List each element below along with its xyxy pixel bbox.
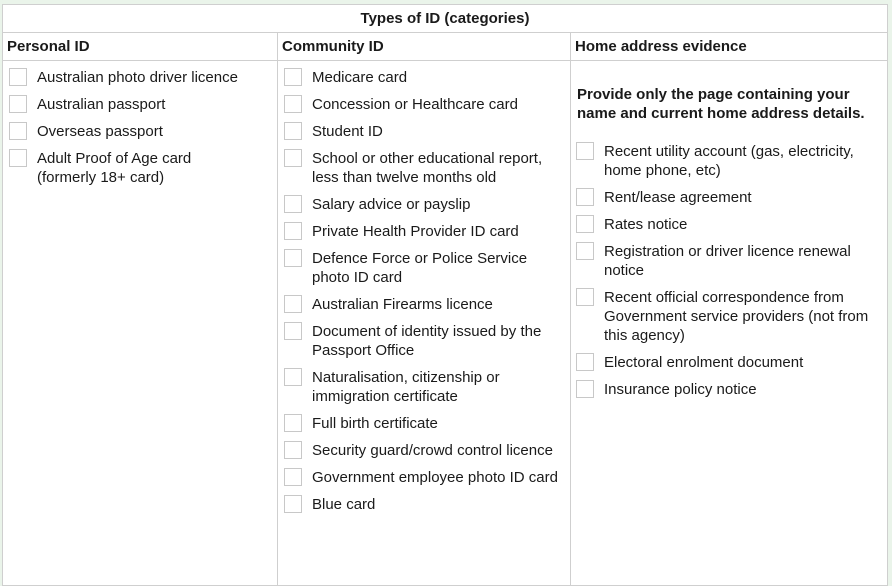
checkbox[interactable]	[284, 468, 302, 486]
checklist-item-label: Overseas passport	[37, 123, 163, 140]
checkbox[interactable]	[576, 242, 594, 260]
checkbox[interactable]	[576, 142, 594, 160]
checklist-item-label: Student ID	[312, 123, 383, 140]
checklist-item[interactable]	[278, 495, 570, 514]
checklist-item[interactable]	[278, 468, 570, 487]
column-heading: Community ID	[278, 33, 570, 61]
checklist-item[interactable]	[278, 249, 570, 287]
column-home-address-evidence	[571, 33, 887, 586]
checkbox[interactable]	[284, 249, 302, 267]
checklist-item-label: Blue card	[312, 496, 376, 513]
checkbox[interactable]	[284, 414, 302, 432]
checklist-item-label: Private Health Provider ID card	[312, 223, 519, 240]
checkbox[interactable]	[9, 122, 27, 140]
id-types-table	[2, 4, 888, 586]
checklist-item[interactable]	[3, 68, 277, 87]
checkbox[interactable]	[284, 441, 302, 459]
column-personal-id	[3, 33, 278, 586]
column-heading: Home address evidence	[571, 33, 887, 61]
checklist-item[interactable]	[278, 195, 570, 214]
checklist-item[interactable]	[278, 122, 570, 141]
checklist-item[interactable]	[278, 149, 570, 187]
checklist-item[interactable]	[571, 188, 887, 207]
checkbox[interactable]	[576, 288, 594, 306]
checklist-item-label: Adult Proof of Age card (formerly 18+ card)	[37, 150, 192, 186]
checklist-item-label: Rates notice	[604, 216, 688, 233]
checkbox[interactable]	[284, 368, 302, 386]
checkbox[interactable]	[284, 122, 302, 140]
checklist-item[interactable]	[278, 222, 570, 241]
checkbox[interactable]	[576, 215, 594, 233]
checklist-item-label: Australian photo driver licence	[37, 69, 238, 86]
checklist-item-label: Recent official correspondence from Government service providers (not from this agency)	[604, 289, 869, 344]
checklist-item-label: Recent utility account (gas, electricity, home phone, etc)	[604, 143, 854, 179]
checkbox[interactable]	[284, 322, 302, 340]
checkbox[interactable]	[576, 353, 594, 371]
checkbox[interactable]	[576, 380, 594, 398]
checklist-item-label: Document of identity issued by the Passport Office	[312, 323, 542, 359]
checklist-item-label: Registration or driver licence renewal notice	[604, 243, 851, 279]
checklist-item-label: Australian Firearms licence	[312, 296, 493, 313]
checklist-item[interactable]	[571, 353, 887, 372]
checklist-item[interactable]	[278, 322, 570, 360]
checklist-item-label: Government employee photo ID card	[312, 469, 558, 486]
checklist-item-label: Security guard/crowd control licence	[312, 442, 553, 459]
checklist-item-label: Salary advice or payslip	[312, 196, 471, 213]
checklist-item[interactable]	[571, 215, 887, 234]
checkbox[interactable]	[284, 222, 302, 240]
checkbox[interactable]	[284, 195, 302, 213]
checklist-item[interactable]	[278, 295, 570, 314]
checklist-item[interactable]	[278, 368, 570, 406]
checklist-item-label: Insurance policy notice	[604, 381, 757, 398]
checkbox[interactable]	[284, 95, 302, 113]
checklist-item[interactable]	[278, 68, 570, 87]
checkbox[interactable]	[576, 188, 594, 206]
checklist-item-label: Australian passport	[37, 96, 166, 113]
checkbox[interactable]	[284, 68, 302, 86]
checklist-item[interactable]	[278, 441, 570, 460]
checklist-item[interactable]	[571, 380, 887, 399]
checkbox[interactable]	[284, 295, 302, 313]
table-title: Types of ID (categories)	[3, 5, 887, 33]
checkbox[interactable]	[284, 495, 302, 513]
checkbox[interactable]	[9, 95, 27, 113]
checklist-item[interactable]	[571, 142, 887, 180]
checklist-item-label: Concession or Healthcare card	[312, 96, 518, 113]
checklist-item[interactable]	[278, 95, 570, 114]
checkbox[interactable]	[9, 68, 27, 86]
checklist	[278, 61, 570, 514]
table-columns	[3, 33, 887, 586]
instruction-note: Provide only the page containing your name and current home address details.	[577, 86, 865, 122]
checkbox[interactable]	[9, 149, 27, 167]
column-heading: Personal ID	[3, 33, 277, 61]
checklist-item-label: Defence Force or Police Service photo ID card	[312, 250, 528, 286]
checklist-item-label: Rent/lease agreement	[604, 189, 752, 206]
checklist-item[interactable]	[3, 95, 277, 114]
checklist-item-label: School or other educational report, less than twelve months old	[312, 150, 543, 186]
checkbox[interactable]	[284, 149, 302, 167]
column-community-id	[278, 33, 571, 586]
checklist	[3, 61, 277, 187]
checklist-item[interactable]	[3, 149, 277, 187]
checklist-item[interactable]	[3, 122, 277, 141]
checklist-item-label: Full birth certificate	[312, 415, 438, 432]
checklist-item[interactable]	[571, 242, 887, 280]
checklist-item-label: Electoral enrolment document	[604, 354, 804, 371]
checklist-item-label: Naturalisation, citizenship or immigration certificate	[312, 369, 500, 405]
checklist-item-label: Medicare card	[312, 69, 408, 86]
checklist	[571, 142, 887, 399]
checklist-item[interactable]	[278, 414, 570, 433]
checklist-item[interactable]	[571, 288, 887, 345]
